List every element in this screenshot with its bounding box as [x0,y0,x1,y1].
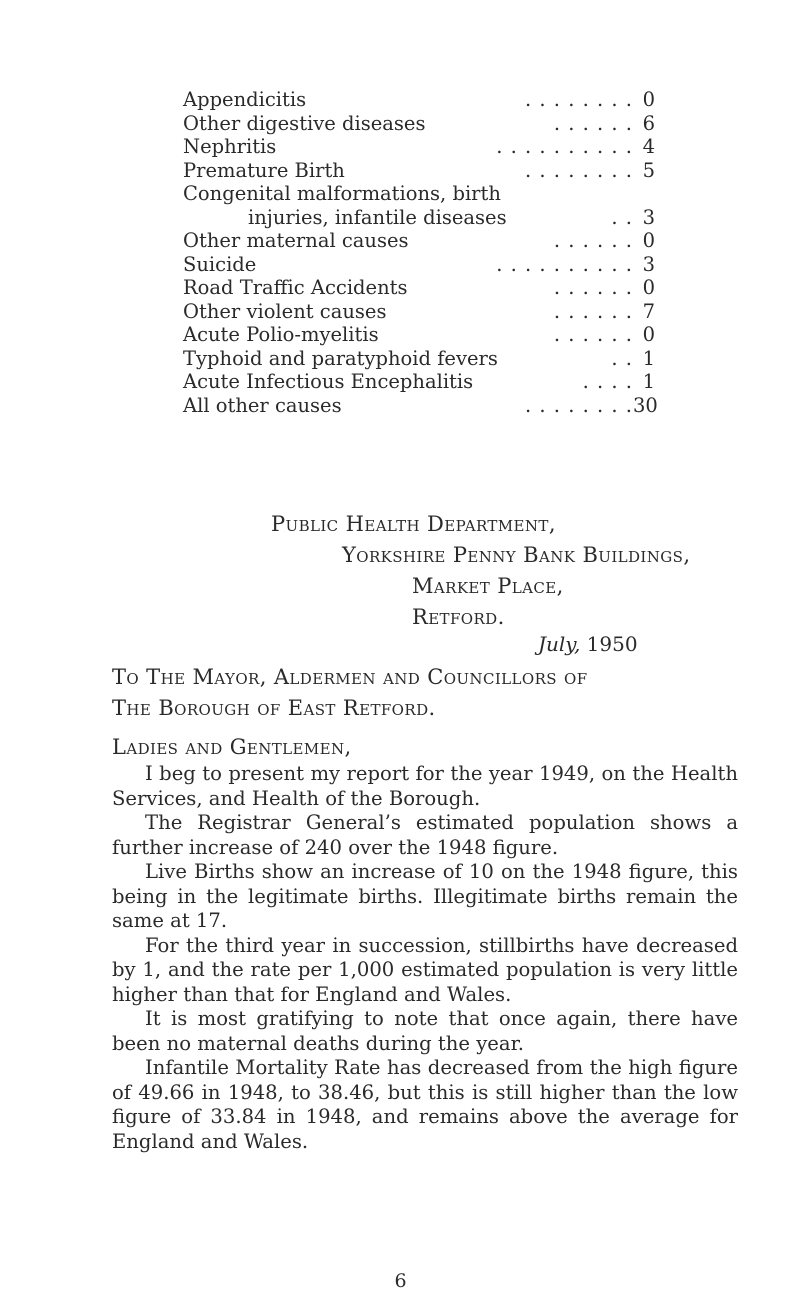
cause-count: 1 [642,370,655,393]
leader-dots: . . . . . . . . [525,393,633,417]
paragraph: It is most gratifying to note that once again, there have been no maternal deaths during the year. [112,1007,738,1055]
causes-of-death-table [183,88,658,417]
leader-dots: . . . . . . [553,299,633,323]
leader-dots: . . [611,346,633,370]
cause-label: Other maternal causes [183,229,409,252]
cause-count: 5 [642,158,655,182]
cause-count: 0 [642,323,655,346]
cause-count: 6 [642,111,655,135]
cause-count: 0 [642,229,655,252]
cause-label: Suicide [183,252,257,276]
addressee-line-1: To The Mayor, Aldermen and Councillors of [112,665,588,689]
cause-label: Nephritis [183,135,277,158]
leader-dots: . . . . . . . . . . [496,252,633,276]
leader-dots: . . . . . . . . [525,88,633,111]
cause-label: Road Traffic Accidents [183,276,408,299]
paragraph: Infantile Mortality Rate has decreased from the high figure of 49.66 in 1948, to 38.46, but this is still higher than the low figure of 33.84 in 1948, and remains above the average for England and Wales. [112,1056,738,1153]
address-department: Public Health Department, [271,512,556,536]
paragraph: I beg to present my report for the year 1949, on the Health Services, and Health of the Borough. [112,762,738,810]
cause-row [183,370,655,394]
cause-row [183,347,655,371]
cause-row [183,229,655,253]
cause-row [183,276,655,300]
leader-dots: . . . . . . . . . . [496,135,633,158]
leader-dots: . . . . . . [553,276,633,299]
cause-label: Acute Infectious Encephalitis [183,370,474,393]
leader-dots: . . . . . . [553,111,633,135]
cause-count: 0 [642,88,655,111]
salutation: Ladies and Gentlemen, [112,735,352,759]
cause-count: 1 [642,346,655,370]
cause-label: All other causes [183,393,342,417]
cause-count: 4 [642,135,655,158]
address-building: Yorkshire Penny Bank Buildings, [342,543,691,567]
cause-label: Other digestive diseases [183,111,426,135]
cause-label: Appendicitis [183,88,307,111]
cause-row [183,253,655,277]
date-year: 1950 [586,632,638,656]
report-body [112,762,738,1154]
cause-row [183,112,655,136]
cause-row [183,159,655,183]
cause-count: 3 [642,252,655,276]
cause-label: Congenital malformations, birth [183,182,501,205]
leader-dots: . . . . . . . . [525,158,633,182]
cause-row [183,300,655,324]
cause-count: 7 [642,299,655,323]
paragraph: The Registrar General’s estimated population shows a further increase of 240 over the 1948 figure. [112,811,738,859]
cause-row [183,135,655,159]
cause-count: 0 [642,276,655,299]
cause-label: Other violent causes [183,299,387,323]
address-street: Market Place, [412,574,564,598]
address-town: Retford. [412,605,505,629]
cause-label: injuries, infantile diseases [248,205,507,229]
report-date [538,632,638,656]
leader-dots: . . [611,205,633,229]
cause-row [183,206,655,230]
page-number: 6 [394,1270,407,1292]
paragraph: For the third year in succession, stillbirths have decreased by 1, and the rate per 1,000 estimated population is very little higher than that for England and Wales. [112,933,738,1006]
cause-label: Typhoid and paratyphoid fevers [183,346,498,370]
addressee-line-2: The Borough of East Retford. [112,696,436,720]
cause-row [183,88,655,112]
leader-dots: . . . . . . [553,323,633,346]
date-month: July, [538,632,581,656]
cause-row [183,393,658,418]
cause-row [183,323,655,347]
paragraph: Live Births show an increase of 10 on the 1948 figure, this being in the legitimate births. Illegitimate births remain the same at 17. [112,860,738,932]
cause-count: 30 [633,393,658,417]
cause-label: Premature Birth [183,158,345,182]
cause-label: Acute Polio-myelitis [183,323,379,346]
cause-row [183,182,655,206]
leader-dots: . . . . . . [553,229,633,252]
cause-count: 3 [642,205,655,229]
leader-dots: . . . . [582,370,633,393]
